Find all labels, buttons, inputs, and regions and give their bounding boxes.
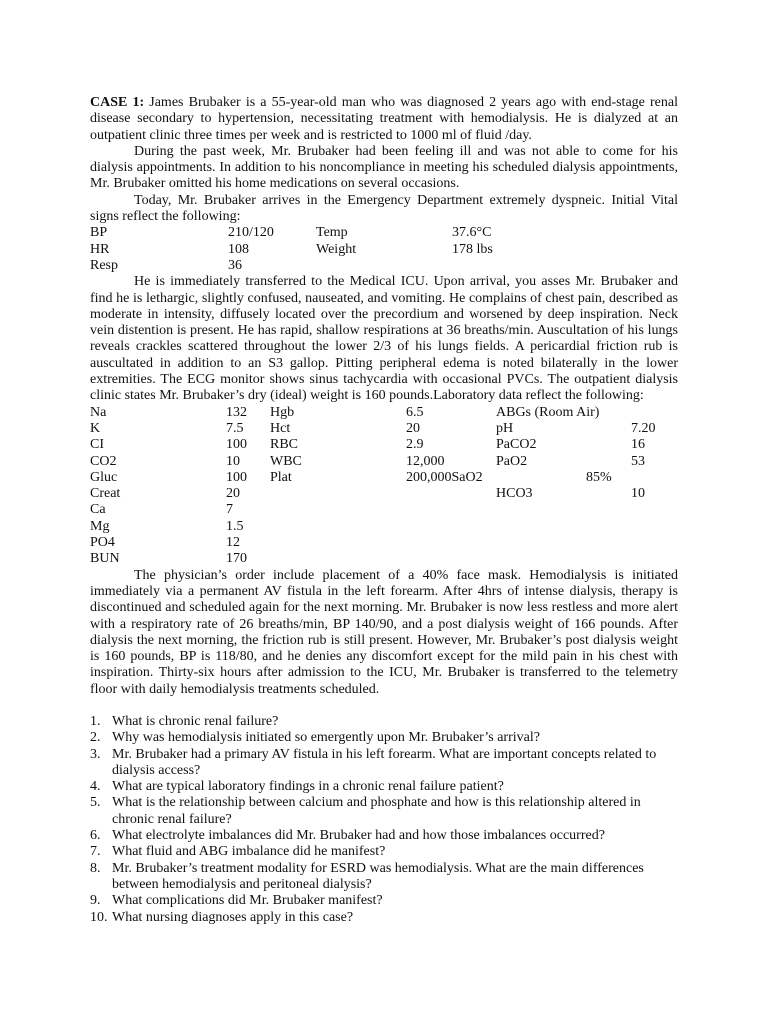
lab-cell: 7.20 — [631, 420, 656, 436]
lab-cell: ABGs (Room Air) — [496, 404, 600, 420]
vital-label: Weight — [316, 241, 357, 257]
lab-cell: 85% — [586, 469, 612, 485]
question-item — [90, 730, 678, 746]
lab-cell: BUN — [90, 551, 120, 567]
lab-cell: PaCO2 — [496, 437, 537, 453]
lab-cell: Hgb — [270, 404, 295, 420]
question-text: What fluid and ABG imbalance did he manifest? — [112, 844, 386, 860]
lab-cell: 6.5 — [406, 404, 424, 420]
lab-cell: 12,000 — [406, 453, 445, 469]
lab-row — [90, 454, 678, 470]
lab-cell: 7 — [226, 502, 233, 518]
lab-row — [90, 437, 678, 453]
lab-row — [90, 421, 678, 437]
lab-cell: RBC — [270, 437, 299, 453]
lab-cell: Ca — [90, 502, 106, 518]
lab-cell: Gluc — [90, 469, 118, 485]
laboratory-data-table — [90, 405, 678, 568]
vital-value: 108 — [228, 241, 249, 257]
question-item — [90, 795, 678, 828]
lab-cell: WBC — [270, 453, 302, 469]
lab-cell: Hct — [270, 420, 291, 436]
lab-cell: 170 — [226, 551, 247, 567]
question-number: 9. — [90, 893, 101, 909]
case-paragraph-2: During the past week, Mr. Brubaker had been feeling ill and was not able to come for his dialysis appointments. In addition to his noncompliance in meeting his scheduled dialysis appointments, Mr. Brubaker omitted his home medications on several occasions. — [90, 143, 678, 192]
question-text: What is the relationship between calcium and phosphate and how is this relationship altered in chronic renal failure? — [112, 795, 641, 827]
question-number: 6. — [90, 828, 101, 844]
lab-cell: CI — [90, 437, 104, 453]
lab-cell: 10 — [631, 486, 645, 502]
vital-row — [90, 225, 678, 241]
lab-cell: Creat — [90, 486, 121, 502]
lab-row — [90, 551, 678, 567]
lab-cell: HCO3 — [496, 486, 533, 502]
vital-label: Resp — [90, 257, 118, 273]
vital-row — [90, 242, 678, 258]
lab-row — [90, 519, 678, 535]
question-item — [90, 910, 678, 926]
question-number: 10. — [90, 909, 108, 925]
lab-cell: Mg — [90, 518, 110, 534]
question-list — [90, 714, 678, 926]
question-item — [90, 844, 678, 860]
case-study-text — [90, 95, 678, 926]
lab-cell: pH — [496, 420, 514, 436]
case-intro-text: James Brubaker is a 55-year-old man who was diagnosed 2 years ago with end-stage renal disease secondary to hypertension, necessitating treatment with hemodialysis. He is dialyzed at an outpatient clinic three times per week and is restricted to 1000 ml of fluid /day. — [90, 95, 678, 143]
vital-row — [90, 258, 678, 274]
question-item — [90, 779, 678, 795]
lab-row — [90, 405, 678, 421]
lab-row — [90, 535, 678, 551]
lab-cell: 20 — [226, 486, 240, 502]
lab-cell: 10 — [226, 453, 240, 469]
lab-cell: PO4 — [90, 535, 115, 551]
vital-label: BP — [90, 225, 108, 241]
lab-cell: 132 — [226, 404, 247, 420]
question-text: What is chronic renal failure? — [112, 713, 279, 729]
question-text: Mr. Brubaker had a primary AV fistula in his left forearm. What are important concepts related to dialysis access? — [112, 746, 657, 778]
case-label: CASE 1: — [90, 95, 145, 110]
question-text: What electrolyte imbalances did Mr. Brubaker had and how those imbalances occurred? — [112, 828, 605, 844]
question-number: 2. — [90, 730, 101, 746]
lab-cell: 200,000SaO2 — [406, 469, 483, 485]
question-number: 3. — [90, 746, 101, 762]
lab-cell: K — [90, 420, 101, 436]
case-intro-paragraph — [90, 95, 678, 144]
lab-cell: PaO2 — [496, 453, 528, 469]
question-item — [90, 828, 678, 844]
lab-row — [90, 502, 678, 518]
question-number: 4. — [90, 779, 101, 795]
lab-cell: Plat — [270, 469, 292, 485]
case-paragraph-4: He is immediately transferred to the Medical ICU. Upon arrival, you asses Mr. Brubaker and find he is lethargic, slightly confused, nauseated, and vomiting. He complains of chest pain, described as moderate in intensity, diffusely located over the precordium and worsened by deep inspiration. Neck vein distention is present. He has rapid, shallow respirations at 36 breaths/min. Auscultation of his lungs reveals crackles scattered throughout the lower 2/3 of his lungs fields. A pericardial friction rub is auscultated in addition to an S3 gallop. Pitting peripheral edema is noted bilaterally in the lower extremities. The ECG monitor shows sinus tachycardia with occasional PVCs. The outpatient dialysis clinic states Mr. Brubaker’s dry (ideal) weight is 160 pounds.Laboratory data reflect the following: — [90, 274, 678, 404]
question-number: 5. — [90, 795, 101, 811]
question-item — [90, 747, 678, 780]
question-item — [90, 861, 678, 894]
question-text: What are typical laboratory findings in a chronic renal failure patient? — [112, 779, 504, 795]
lab-cell: 16 — [631, 437, 645, 453]
lab-cell: 7.5 — [226, 420, 244, 436]
lab-cell: CO2 — [90, 453, 117, 469]
question-number: 1. — [90, 713, 101, 729]
case-paragraph-5: The physician’s order include placement of a 40% face mask. Hemodialysis is initiated immediately via a permanent AV fistula in the left forearm. After 4hrs of intense dialysis, therapy is discontinued and scheduled again for the next morning. Mr. Brubaker is now less restless and more alert with a respiratory rate of 26 breaths/min, BP 140/90, and a post dialysis weight of 166 pounds. After dialysis the next morning, the friction rub is still present. However, Mr. Brubaker’s post dialysis weight is 160 pounds, BP is 118/80, and he denies any discomfort except for the mild pain in his chest with inspiration. Thirty-six hours after admission to the ICU, Mr. Brubaker is transferred to the telemetry floor with daily hemodialysis treatments scheduled. — [90, 567, 678, 697]
vital-value: 210/120 — [228, 225, 274, 241]
lab-cell: Na — [90, 404, 107, 420]
vital-value: 178 lbs — [452, 241, 493, 257]
lab-row — [90, 470, 678, 486]
lab-cell: 100 — [226, 469, 247, 485]
lab-cell: 20 — [406, 420, 420, 436]
question-text: What nursing diagnoses apply in this case? — [112, 909, 354, 925]
question-number: 7. — [90, 844, 101, 860]
vital-signs-table — [90, 225, 678, 274]
vital-label: Temp — [316, 225, 348, 241]
question-text: Mr. Brubaker’s treatment modality for ESRD was hemodialysis. What are the main differences between hemodialysis and peritoneal dialysis? — [112, 860, 644, 892]
question-text: What complications did Mr. Brubaker manifest? — [112, 893, 383, 909]
question-number: 8. — [90, 860, 101, 876]
lab-cell: 12 — [226, 535, 240, 551]
question-text: Why was hemodialysis initiated so emergently upon Mr. Brubaker’s arrival? — [112, 730, 540, 746]
lab-cell: 53 — [631, 453, 645, 469]
question-item — [90, 893, 678, 909]
lab-row — [90, 486, 678, 502]
vital-value: 37.6°C — [452, 225, 492, 241]
lab-cell: 1.5 — [226, 518, 244, 534]
question-item — [90, 714, 678, 730]
case-paragraph-3: Today, Mr. Brubaker arrives in the Emergency Department extremely dyspneic. Initial Vital signs reflect the following: — [90, 192, 678, 225]
vital-label: HR — [90, 241, 110, 257]
lab-cell: 100 — [226, 437, 247, 453]
vital-value: 36 — [228, 257, 242, 273]
lab-cell: 2.9 — [406, 437, 424, 453]
